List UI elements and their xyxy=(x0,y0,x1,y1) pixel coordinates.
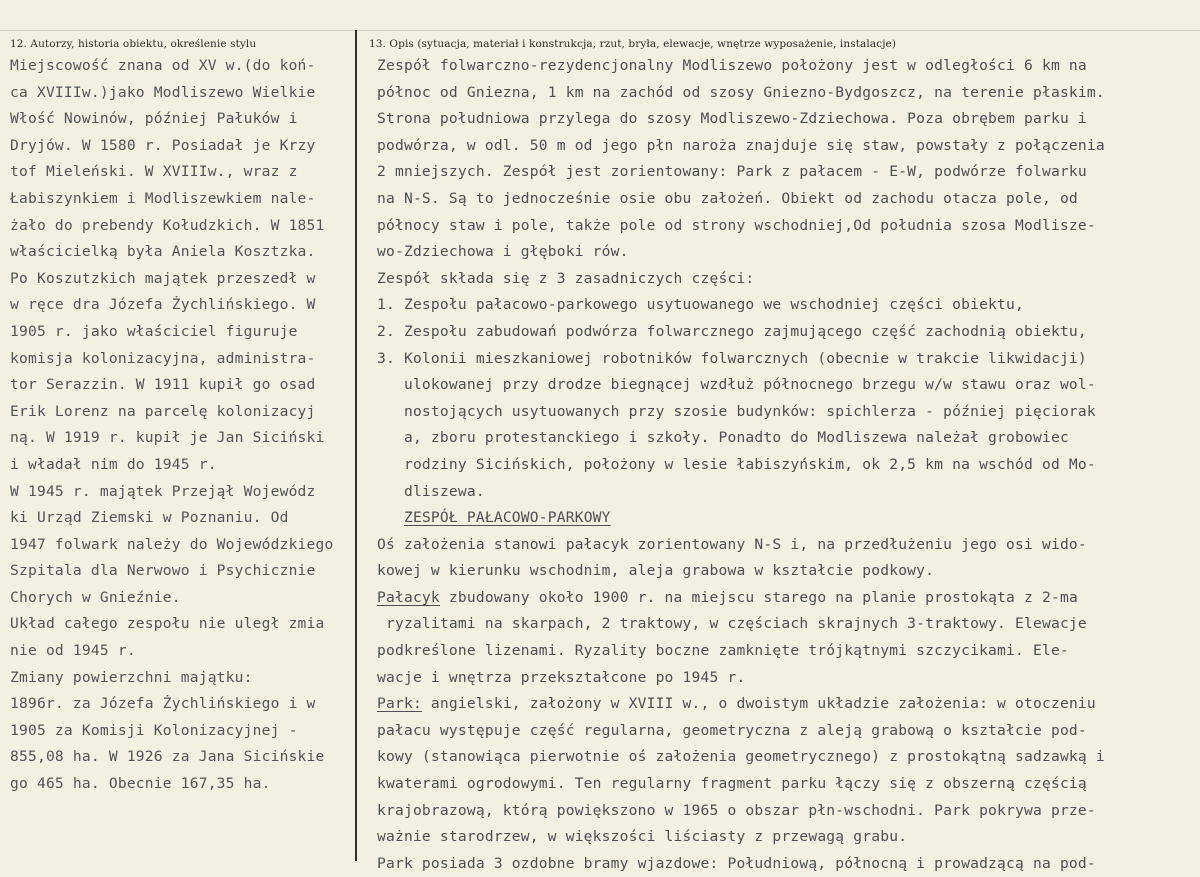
top-margin xyxy=(0,0,1200,31)
underlined-heading: Pałacyk xyxy=(377,588,440,606)
history-text-line: Erik Lorenz na parcelę kolonizacyj xyxy=(10,402,316,420)
description-text-line xyxy=(377,159,1195,186)
line-text: zbudowany około 1900 r. na miejscu starego na planie prostokąta z 2-ma xyxy=(439,588,1078,606)
line-text: podkreślone lizenami. Ryzality boczne zamknięte trójkątnymi szczycikami. Ele- xyxy=(377,642,1069,660)
history-text-line: go 465 ha. Obecnie 167,35 ha. xyxy=(10,775,271,793)
description-text-line xyxy=(377,399,1195,426)
description-text-line xyxy=(377,106,1195,133)
description-text-column xyxy=(377,53,1195,877)
description-text-line xyxy=(377,798,1195,825)
description-text-line xyxy=(377,851,1195,877)
history-text-line: ca XVIIIw.)jako Modliszewo Wielkie xyxy=(10,83,316,101)
history-text-column xyxy=(10,53,365,798)
line-text: wo-Zdziechowa i głęboki rów. xyxy=(377,243,629,261)
description-text-line xyxy=(377,558,1195,585)
line-indent xyxy=(377,509,404,526)
history-text-line: tor Serazzin. W 1911 kupił go osad xyxy=(10,376,316,394)
history-text-line: Włość Nowinów, później Pałuków i xyxy=(10,110,298,128)
line-text: Strona południowa przylega do szosy Modliszewo-Zdziechowa. Poza obrębem parku i xyxy=(377,110,1087,128)
line-text: 2. Zespołu zabudowań podwórza folwarcznego zajmującego część zachodnią obiektu, xyxy=(377,322,1087,340)
description-text-line xyxy=(377,691,1195,718)
section-header-description: 13. Opis (sytuacja, materiał i konstrukcja, rzut, bryła, elewacje, wnętrze wyposażenie, instalacje) xyxy=(369,38,897,50)
description-text-line xyxy=(377,718,1195,745)
history-text-line: Zmiany powierzchni majątku: xyxy=(10,668,253,686)
history-text-line: żało do prebendy Kołudzkich. W 1851 xyxy=(10,216,325,234)
history-text-line: komisja kolonizacyjna, administra- xyxy=(10,349,316,367)
line-text: kowej w kierunku wschodnim, aleja grabowa w kształcie podkowy. xyxy=(377,562,935,580)
line-text: 3. Kolonii mieszkaniowej robotników folwarcznych (obecnie w trakcie likwidacji) xyxy=(377,349,1087,367)
line-text: 2 mniejszych. Zespół jest zorientowany: Park z pałacem - E-W, podwórze folwarku xyxy=(377,163,1087,181)
line-text: podwórza, w odl. 50 m od jego płn naroża znajduje się staw, powstały z połączenia xyxy=(377,136,1105,154)
history-text-line: i władał nim do 1945 r. xyxy=(10,455,217,473)
history-text-line: ki Urząd Ziemski w Poznaniu. Od xyxy=(10,509,289,527)
underlined-heading: ZESPÓŁ PAŁACOWO-PARKOWY xyxy=(403,509,611,527)
description-text-line xyxy=(377,744,1195,771)
line-text: Zespół składa się z 3 zasadniczych części: xyxy=(377,269,755,287)
history-text-line: Łabiszynkiem i Modliszewkiem nale- xyxy=(10,189,316,207)
line-text: Zespół folwarczno-rezydencjonalny Modliszewo położony jest w odległości 6 km na xyxy=(377,57,1087,74)
line-text: ulokowanej przy drodze biegnącej wzdłuż północnego brzegu w/w stawu oraz wol- xyxy=(377,376,1096,394)
history-text-line: 1896r. za Józefa Żychlińskiego i w xyxy=(10,695,316,713)
line-text: Oś założenia stanowi pałacyk zorientowany N-S i, na przedłużeniu jego osi wido- xyxy=(377,535,1087,553)
line-text: północ od Gniezna, 1 km na zachód od szosy Gniezno-Bydgoszcz, na terenie płaskim. xyxy=(377,83,1105,101)
description-text-line xyxy=(377,665,1195,692)
line-text: dliszewa. xyxy=(377,482,485,500)
history-text-line: 1905 r. jako właściciel figuruje xyxy=(10,322,298,340)
history-text-line: Dryjów. W 1580 r. Posiadał je Krzy xyxy=(10,136,316,154)
description-text-line xyxy=(377,53,1195,80)
line-text: północy staw i pole, także pole od strony wschodniej,Od południa szosa Modlisze- xyxy=(377,216,1096,234)
description-text-line xyxy=(377,80,1195,107)
description-text-line xyxy=(377,346,1195,373)
description-text-line xyxy=(377,611,1195,638)
line-text: krajobrazową, którą powiększono w 1965 o obszar płn-wschodni. Park pokrywa prze- xyxy=(377,801,1096,819)
description-text-line xyxy=(377,638,1195,665)
description-text-line xyxy=(377,452,1195,479)
history-text-line: tof Mieleński. W XVIIIw., wraz z xyxy=(10,163,298,181)
description-text-line xyxy=(377,292,1195,319)
line-text: 1. Zespołu pałacowo-parkowego usytuowanego we wschodniej części obiektu, xyxy=(377,296,1025,314)
description-text-line xyxy=(377,239,1195,266)
description-text-line xyxy=(377,266,1195,293)
description-text-line xyxy=(377,186,1195,213)
description-text-line xyxy=(377,213,1195,240)
description-text-line xyxy=(377,479,1195,506)
line-text: kowy (stanowiąca pierwotnie oś założenia geometrycznego) z prostokątną sadzawką i xyxy=(377,748,1105,766)
history-text-line: Układ całego zespołu nie uległ zmia xyxy=(10,615,325,633)
line-text: pałacu występuje część regularna, geometryczna z aleją grabową o kształcie pod- xyxy=(377,721,1087,739)
history-text-line: Po Koszutzkich majątek przeszedł w xyxy=(10,269,316,287)
description-text-line xyxy=(377,505,1195,532)
history-text-line: w ręce dra Józefa Żychlińskiego. W xyxy=(10,296,316,314)
description-text-line xyxy=(377,372,1195,399)
line-text: wacje i wnętrza przekształcone po 1945 r. xyxy=(377,668,746,686)
history-text-line: właścicielką była Aniela Kosztzka. xyxy=(10,243,316,261)
history-text-line: 1947 folwark należy do Wojewódzkiego xyxy=(10,535,334,553)
line-text: nostojących usytuowanych przy szosie budynków: spichlerza - później pięciorak xyxy=(377,402,1096,420)
line-text: ryzalitami na skarpach, 2 traktowy, w częściach skrajnych 3-traktowy. Elewacje xyxy=(377,615,1087,633)
description-text-line xyxy=(377,425,1195,452)
history-text-line: Szpitala dla Nerwowo i Psychicznie xyxy=(10,562,316,580)
line-text: ważnie starodrzew, w większości liściasty z przewagą grabu. xyxy=(377,828,908,846)
description-text-line xyxy=(377,319,1195,346)
line-text: Park posiada 3 ozdobne bramy wjazdowe: Południową, północną i prowadzącą na pod- xyxy=(377,854,1096,872)
description-text-line xyxy=(377,133,1195,160)
description-text-line xyxy=(377,532,1195,559)
description-text-line xyxy=(377,771,1195,798)
line-text: angielski, założony w XVIII w., o dwoistym układzie założenia: w otoczeniu xyxy=(421,695,1096,713)
line-text: kwaterami ogrodowymi. Ten regularny fragment parku łączy się z obszerną częścią xyxy=(377,775,1087,793)
history-text-line: Chorych w Gnieźnie. xyxy=(10,588,181,606)
history-text-line: Miejscowość znana od XV w.(do koń- xyxy=(10,57,316,74)
history-text-line: W 1945 r. majątek Przejął Wojewódz xyxy=(10,482,316,500)
description-text-line xyxy=(377,585,1195,612)
line-text: a, zboru protestanckiego i szkoły. Ponadto do Modliszewa należał grobowiec xyxy=(377,429,1069,447)
line-text: na N-S. Są to jednocześnie osie obu założeń. Obiekt od zachodu otacza pole, od xyxy=(377,189,1078,207)
section-header-history: 12. Autorzy, historia obiektu, określenie stylu xyxy=(10,38,257,50)
history-text-line: 855,08 ha. W 1926 za Jana Sicińskie xyxy=(10,748,325,766)
underlined-heading: Park: xyxy=(377,695,422,713)
line-text: rodziny Sicińskich, położony w lesie łabiszyńskim, ok 2,5 km na wschód od Mo- xyxy=(377,455,1096,473)
history-text-line: ną. W 1919 r. kupił je Jan Siciński xyxy=(10,429,325,447)
history-text-line: nie od 1945 r. xyxy=(10,642,136,660)
description-text-line xyxy=(377,824,1195,851)
history-text-line: 1905 za Komisji Kolonizacyjnej - xyxy=(10,721,298,739)
